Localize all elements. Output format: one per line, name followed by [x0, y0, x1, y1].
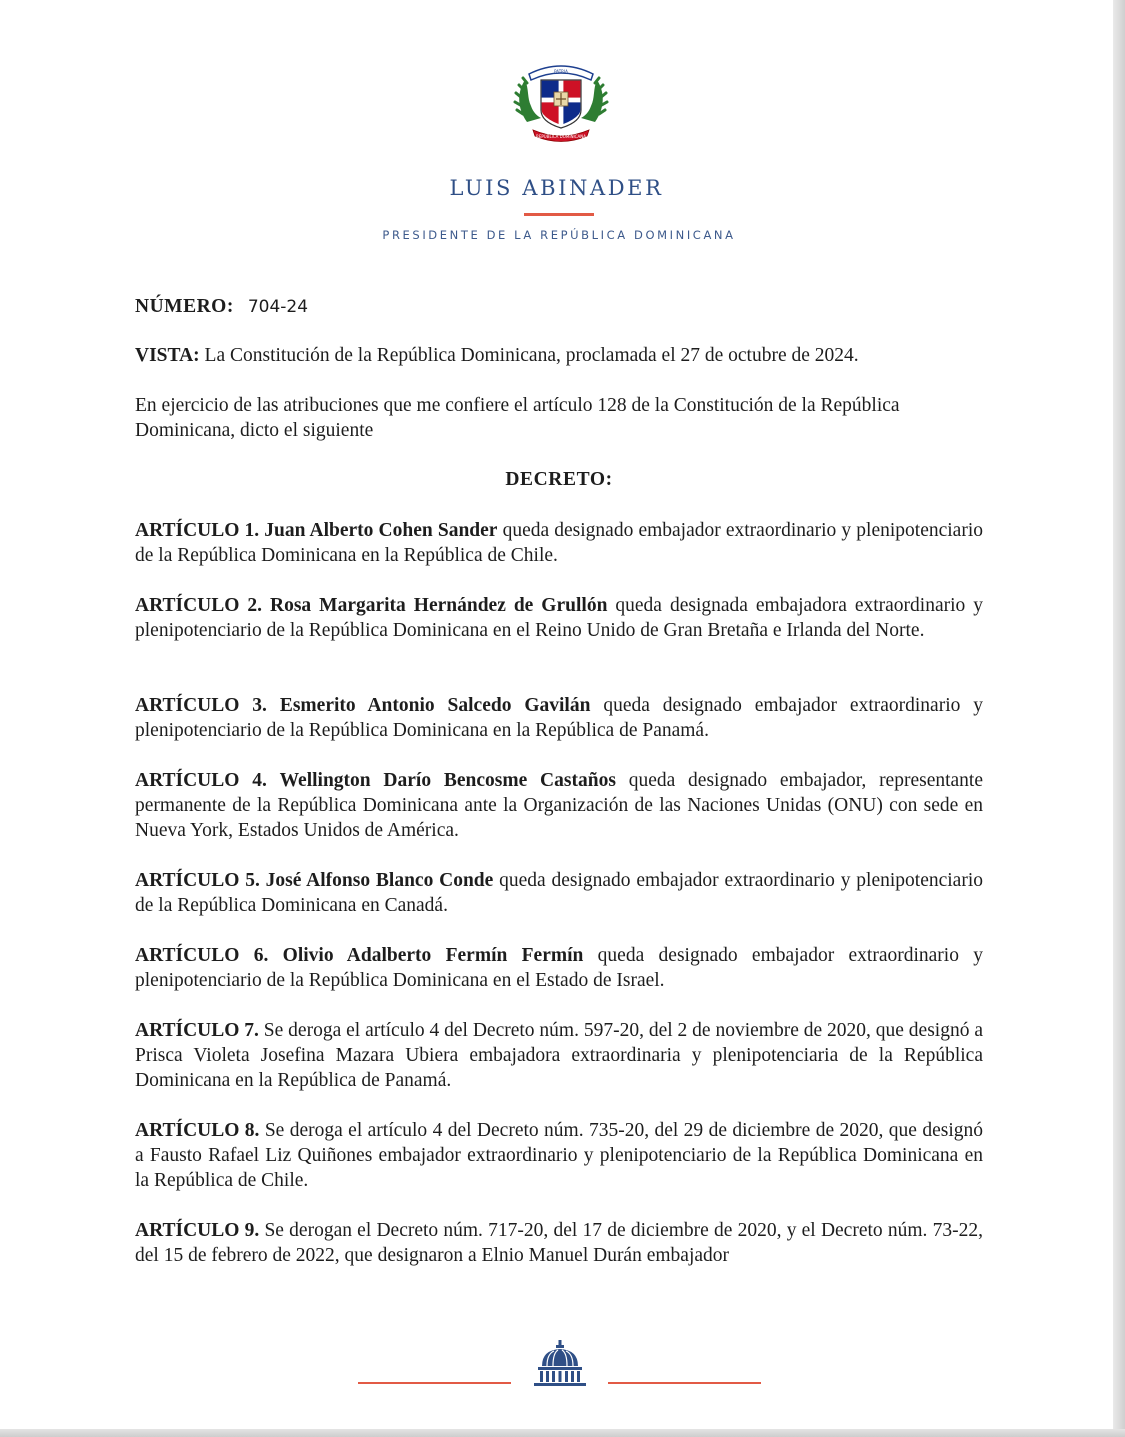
- article-designee: Juan Alberto Cohen Sander: [264, 520, 498, 541]
- motto-text: PATRIA: [554, 69, 568, 74]
- header-divider: [524, 213, 594, 216]
- article-text: queda designada embajadora extraordinario y plenipotenciario de la República Dominicana en el Reino Unido de Gran Bretaña e Irlanda del Norte.: [135, 595, 984, 641]
- article-designee: Rosa Margarita Hernández de Grullón: [270, 595, 608, 616]
- coat-banner-text: REPÚBLICA DOMINICANA: [536, 134, 586, 139]
- vista-paragraph: [135, 343, 983, 368]
- article-text: queda designado embajador extraordinario y plenipotenciario de la República Dominicana en el Estado de Israel.: [135, 945, 984, 991]
- footer-rule-left: [358, 1382, 511, 1384]
- article-label: ARTÍCULO 6.: [135, 945, 269, 966]
- decree-number: [135, 294, 983, 320]
- article-text: queda designado embajador extraordinario y plenipotenciario de la República Dominicana en la República de Chile.: [135, 520, 983, 566]
- page-bottom-edge-shadow: [0, 1429, 1125, 1437]
- article-9: [135, 1218, 983, 1268]
- national-palace-dome-icon: [530, 1340, 590, 1390]
- article-designee: Esmerito Antonio Salcedo Gavilán: [279, 695, 591, 716]
- article-7: [135, 1018, 983, 1093]
- article-label: ARTÍCULO 8.: [135, 1120, 260, 1141]
- coat-of-arms-icon: [513, 52, 609, 148]
- article-designee: José Alfonso Blanco Conde: [265, 870, 494, 891]
- article-designee: Wellington Darío Bencosme Castaños: [279, 770, 616, 791]
- article-label: ARTÍCULO 4.: [135, 770, 267, 791]
- president-name: LUIS ABINADER: [449, 176, 664, 200]
- article-text: queda designado embajador extraordinario y plenipotenciario de la República Dominicana en la República de Panamá.: [135, 695, 984, 741]
- decree-number-label: NÚMERO:: [135, 296, 234, 317]
- article-8: [135, 1118, 983, 1193]
- article-2: [135, 593, 983, 643]
- article-label: ARTÍCULO 2.: [135, 595, 263, 616]
- article-label: ARTÍCULO 9.: [135, 1220, 260, 1241]
- decree-heading: DECRETO:: [505, 469, 613, 490]
- article-6: [135, 943, 983, 993]
- article-label: ARTÍCULO 1.: [135, 520, 260, 541]
- article-1: [135, 518, 983, 568]
- vista-text: La Constitución de la República Dominicana, proclamada el 27 de octubre de 2024.: [204, 345, 859, 366]
- article-designee: Olivio Adalberto Fermín Fermín: [282, 945, 584, 966]
- article-text: Se derogan el Decreto núm. 717-20, del 17 de diciembre de 2020, y el Decreto núm. 73-22, del 15 de febrero de 2022, que designaron a Elnio Manuel Durán embajador: [135, 1220, 983, 1266]
- article-4: [135, 768, 983, 843]
- article-3: [135, 693, 983, 743]
- footer-rule-right: [608, 1382, 761, 1384]
- preamble-paragraph: En ejercicio de las atribuciones que me confiere el artículo 128 de la Constitución de la República Dominicana, dicto el siguiente: [135, 395, 900, 441]
- page-edge-shadow: [1113, 0, 1125, 1437]
- decree-number-value: 704-24: [247, 297, 309, 317]
- article-label: ARTÍCULO 5.: [135, 870, 260, 891]
- article-label: ARTÍCULO 3.: [135, 695, 267, 716]
- vista-label: VISTA:: [135, 345, 200, 366]
- article-5: [135, 868, 983, 918]
- president-title: PRESIDENTE DE LA REPÚBLICA DOMINICANA: [382, 228, 736, 242]
- article-text: Se deroga el artículo 4 del Decreto núm. 735-20, del 29 de diciembre de 2020, que designó a Fausto Rafael Liz Quiñones embajador extraordinario y plenipotenciario de la República Dominicana en la República de Chile.: [135, 1120, 983, 1191]
- article-text: queda designado embajador extraordinario y plenipotenciario de la República Dominicana en Canadá.: [135, 870, 984, 916]
- article-text: queda designado embajador, representante permanente de la República Dominicana ante la Organización de las Naciones Unidas (ONU) con sede en Nueva York, Estados Unidos de América.: [135, 770, 984, 841]
- article-text: Se deroga el artículo 4 del Decreto núm. 597-20, del 2 de noviembre de 2020, que designó a Prisca Violeta Josefina Mazara Ubiera embajadora extraordinaria y plenipotenciaria de la República Dominicana en la República de Panamá.: [135, 1020, 983, 1091]
- article-label: ARTÍCULO 7.: [135, 1020, 259, 1041]
